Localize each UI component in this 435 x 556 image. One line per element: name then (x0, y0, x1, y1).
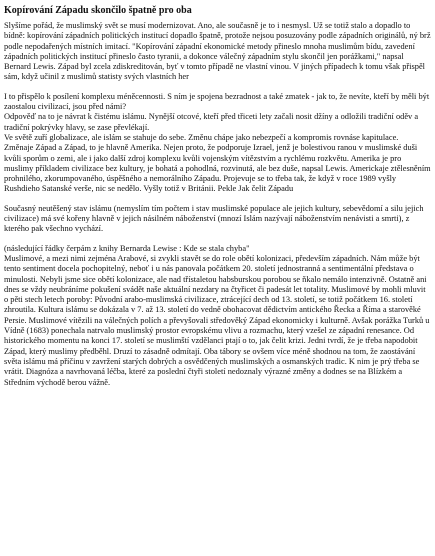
article-title: Kopírování Západu skončilo špatně pro oba (4, 5, 192, 16)
paragraph-3: Současný neutěšený stav islámu (nemyslím tím počtem i stav muslimské populace ale jejich kultury, sebevědomí a silu jejich civilizace) má své kořeny hlavně v jejich násilném náboženství (mnozí Islám nazývají náboženstvím nenávisti a smrti), z kterého pak všechno vychází. (4, 203, 424, 234)
paragraph-1: Slyšíme pořád, že muslimský svět se musí modernizovat. Ano, ale současně je to i nesmysl. Už se totiž stalo a dopadlo to bídně: kopírování západních politických institucí dopadlo špatně, protože nejsou posuzovány podle západních originálů, ný brž podle nepodařených místních imitací. "Kopírování západní ekonomické metody přineslo mnoha muslimům bídu, zavedení západních politických institucí přineslo často tyranii, a dokonce válečný západním stylu skončil jen porážkami," napsal Bernard Lewis. Západ byl zcela zdiskreditován, byť v tomto případě ne vlastní vinou. V jiných případech k tomu však přispěl sám, když učinil z muslimů statisty svých vlastních her (4, 21, 431, 82)
paragraph-2: I to přispělo k posílení komplexu méněcennosti. S ním je spojena bezradnost a také zmatek - jak to, že nevíte, kteří by měli být zaostalou civilizací, jsou před námi? Odpověď na to je návrat k čistému islámu. Nynější otcové, kteří před třiceti lety začali nosit džíny a odložili tradiční oděv a tradiční pokrývky hlavy, se zase převlékají. Ve světě zuří globalizace, ale islám se stahuje do sebe. Změnu chápe jako nebezpečí a kompromis rovnáse kapitulace. Změnaje Západ a Západ, to je hlavně Amerika. Nejen proto, že podporuje Izrael, jenž je bolestivou ranou v muslimské duši kvůli sporům o zemi, ale i jako další zdroj komplexu kvůli vojenským vítězstvím a rychlému rozkvětu. Amerika je pro muslimy příkladem civilizace bez kultury, je bohatá a pohodlná, rozvinutá, ale bez duše, napsal Lewis. Americkaje ztělesněním prohnilého, zkorumpovaného, úspěšného a nemorálního Západu. Projevuje se to třeba tak, že když v roce 1989 vyšly Rushdieho Satanské verše, nic se nedělo. Vyšly totiž v Británii. Pekle Jak čelit Západu (4, 91, 431, 194)
paragraph-4: (následující řádky čerpám z knihy Bernarda Lewise : Kde se stala chyba" Muslimové, a mezi nimi zejména Arabové, si zvykli stavět se do role obětí kolonizaci, především západních. Nám může být tento sentiment docela pochopitelný, neboť i u nás panovala počátkem 20. století jednostranná a sentimentální představa o minulosti. Nebyli jsme sice obětí kolonizace, ale nad třístaletou habsburskou porobou se ňkalo nemálo intenzivně. Ostatně ani dnes se vždy neubráníme pokušení svádět naše aktuální nezdary na čtyřicet či padesát let totality. Muslimové by mohli mluvit o pěti stech letech poroby: Původní arabo-muslimská civilizace, ztrácející dech od 13. století, se totiž počátkem 16. století zhroutila. Kultura islámu se dokázala v 7. až 13. století do vedně obohacovat dědictvím antického Řecka a Říma a starověké Persie. Muslimové vítězili na válečných polích a převyšovali středověký Západ ekonomicky i kulturně. Avšak porážka Turků u Vídně (1683) ponechala natrvalo muslimský prostor evropskému vlivu a rozmachu, který vzešel ze západní renesance. Od historického momentu na konci 17. století se muslimští vzdělanci ptají o to, jak čelit krizi. Jedni tvrdí, že je třeba napodobit Západ, který muslimy předběhl. Druzí to zásadně odmítají. Oba tábory se ovšem více méně shodnou na tom, že zaostávání světa islámu má příčinu v zavržení starých dobrých a osvědčených muslimských a osmanských tradic. K nim je prý třeba se vrátit. Diagnóza a navrhovaná léčba, které za poslední čtyři století nedoznaly výrazné změny a dodnes se na Blízkém a Středním východě berou vážně. (4, 243, 430, 387)
